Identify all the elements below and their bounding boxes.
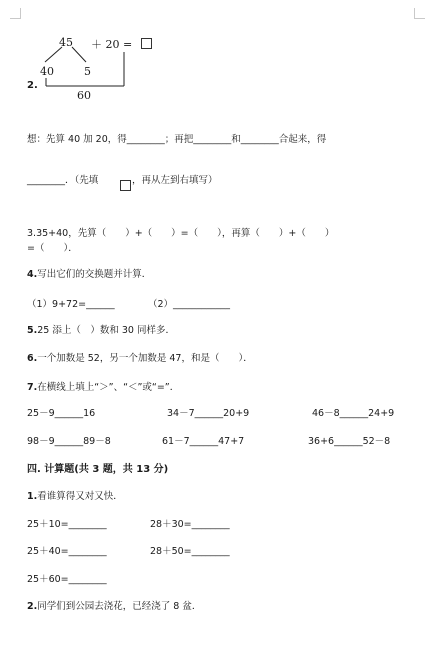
hint-box-icon	[120, 180, 131, 191]
calc-item: 25＋40=________	[27, 546, 107, 557]
diagram-lines	[0, 0, 200, 110]
answer-box[interactable]	[141, 38, 152, 49]
section-4-question-1-text: 看谁算得又对又快．	[37, 491, 123, 502]
calc-item: 25＋10=________	[27, 519, 107, 530]
number-5: 5	[84, 65, 91, 78]
compare-item: 98－9______89－8	[27, 436, 111, 447]
calc-item: 25＋60=________	[27, 574, 107, 585]
number-40: 40	[40, 65, 54, 78]
question-number-5: 5.	[27, 325, 38, 336]
question-number-2-section-4: 2.	[27, 601, 38, 612]
section-4-question-1	[27, 488, 123, 502]
compare-item: 25－9______16	[27, 408, 96, 419]
question-4-part-1: （1）9+72=______	[27, 299, 115, 310]
number-45: 45	[59, 36, 73, 49]
number-60: 60	[77, 89, 91, 102]
calc-item: 28＋30=________	[150, 519, 230, 530]
question-7	[27, 379, 179, 393]
question-number-7: 7.	[27, 382, 38, 393]
question-number-1: 1.	[27, 491, 38, 502]
hint-line-2-end: ，再从左到右填写）	[132, 175, 218, 186]
question-6-text: 一个加数是 52，另一个加数是 47，和是（ ）．	[37, 353, 253, 364]
question-3-line-2: =（ ）．	[27, 243, 78, 254]
question-number-2: 2.	[27, 80, 38, 91]
hint-line-2: ________．（先填	[27, 175, 99, 186]
compare-item: 34－7______20+9	[167, 408, 250, 419]
question-4	[27, 266, 151, 280]
compare-item: 36+6______52－8	[308, 436, 391, 447]
question-5	[27, 322, 175, 336]
question-7-text: 在横线上填上“＞”、“＜”或“=”．	[37, 382, 180, 393]
section-4-question-2-text: 同学们到公园去浇花，已经浇了 8 盆．	[37, 601, 202, 612]
hint-line-1: 想：先算 40 加 20，得________；再把________和________合起来，得	[27, 134, 327, 145]
question-number-6: 6.	[27, 353, 38, 364]
calc-item: 28＋50=________	[150, 546, 230, 557]
corner-mark-top-right	[414, 8, 425, 19]
question-6	[27, 350, 253, 364]
section-4-title: 四. 计算题(共 3 题，共 13 分)	[27, 464, 169, 475]
compare-item: 61－7______47+7	[162, 436, 245, 447]
question-3-line-1: 3.35+40，先算（ ）+（ ）=（ ），再算（ ）+（ ）	[27, 228, 335, 239]
question-5-text: 25 添上（ ）数和 30 同样多．	[37, 325, 175, 336]
question-number-4: 4.	[27, 269, 38, 280]
expression-plus-20: ＋ 20 =	[91, 38, 133, 51]
section-4-question-2	[27, 598, 201, 612]
question-4-text: 写出它们的交换题并计算．	[37, 269, 152, 280]
question-4-part-2: （2）____________	[148, 299, 231, 310]
compare-item: 46－8______24+9	[312, 408, 395, 419]
